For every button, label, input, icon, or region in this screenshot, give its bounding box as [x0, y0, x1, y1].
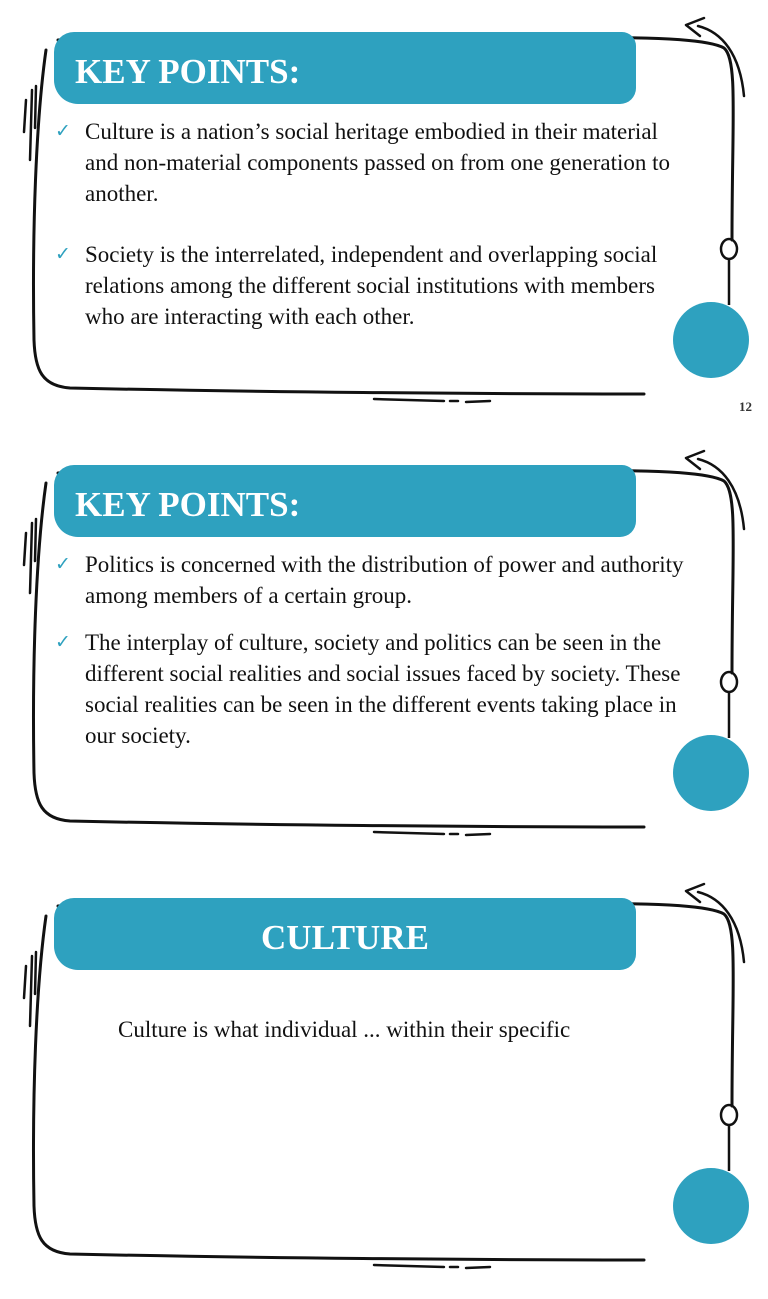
bullet-text: Society is the interrelated, independent and overlapping social relations among the different social institutions with members who are interacting with each other.: [85, 242, 658, 329]
check-icon: ✓: [55, 243, 71, 265]
check-icon: ✓: [55, 120, 71, 142]
bullet-list: [55, 116, 695, 332]
partial-body-text: Culture is what individual ... within their specific: [118, 1017, 571, 1042]
slide-title: KEY POINTS:: [75, 52, 301, 91]
slide-culture: [0, 866, 768, 1042]
bullet-item: [55, 549, 695, 611]
slide-key-points-2: [0, 433, 768, 866]
bullet-item: [55, 239, 695, 332]
slide-title: KEY POINTS:: [75, 485, 301, 524]
bullet-text: Politics is concerned with the distribution of power and authority among members of a certain group.: [85, 552, 684, 608]
bullet-item: [55, 627, 695, 751]
bullet-text: The interplay of culture, society and politics can be seen in the different social realities and social issues faced by society. These social realities can be seen in the different events taking place in our society.: [85, 630, 681, 748]
slide-title: CULTURE: [261, 918, 429, 957]
slide-key-points-1: [0, 0, 768, 433]
check-icon: ✓: [55, 631, 71, 653]
bullet-text: Culture is a nation’s social heritage embodied in their material and non-material components passed on from one generation to another.: [85, 119, 671, 206]
check-icon: ✓: [55, 553, 71, 575]
bullet-item: [55, 116, 695, 209]
page-number: 12: [739, 399, 752, 414]
bullet-list: [55, 549, 695, 751]
